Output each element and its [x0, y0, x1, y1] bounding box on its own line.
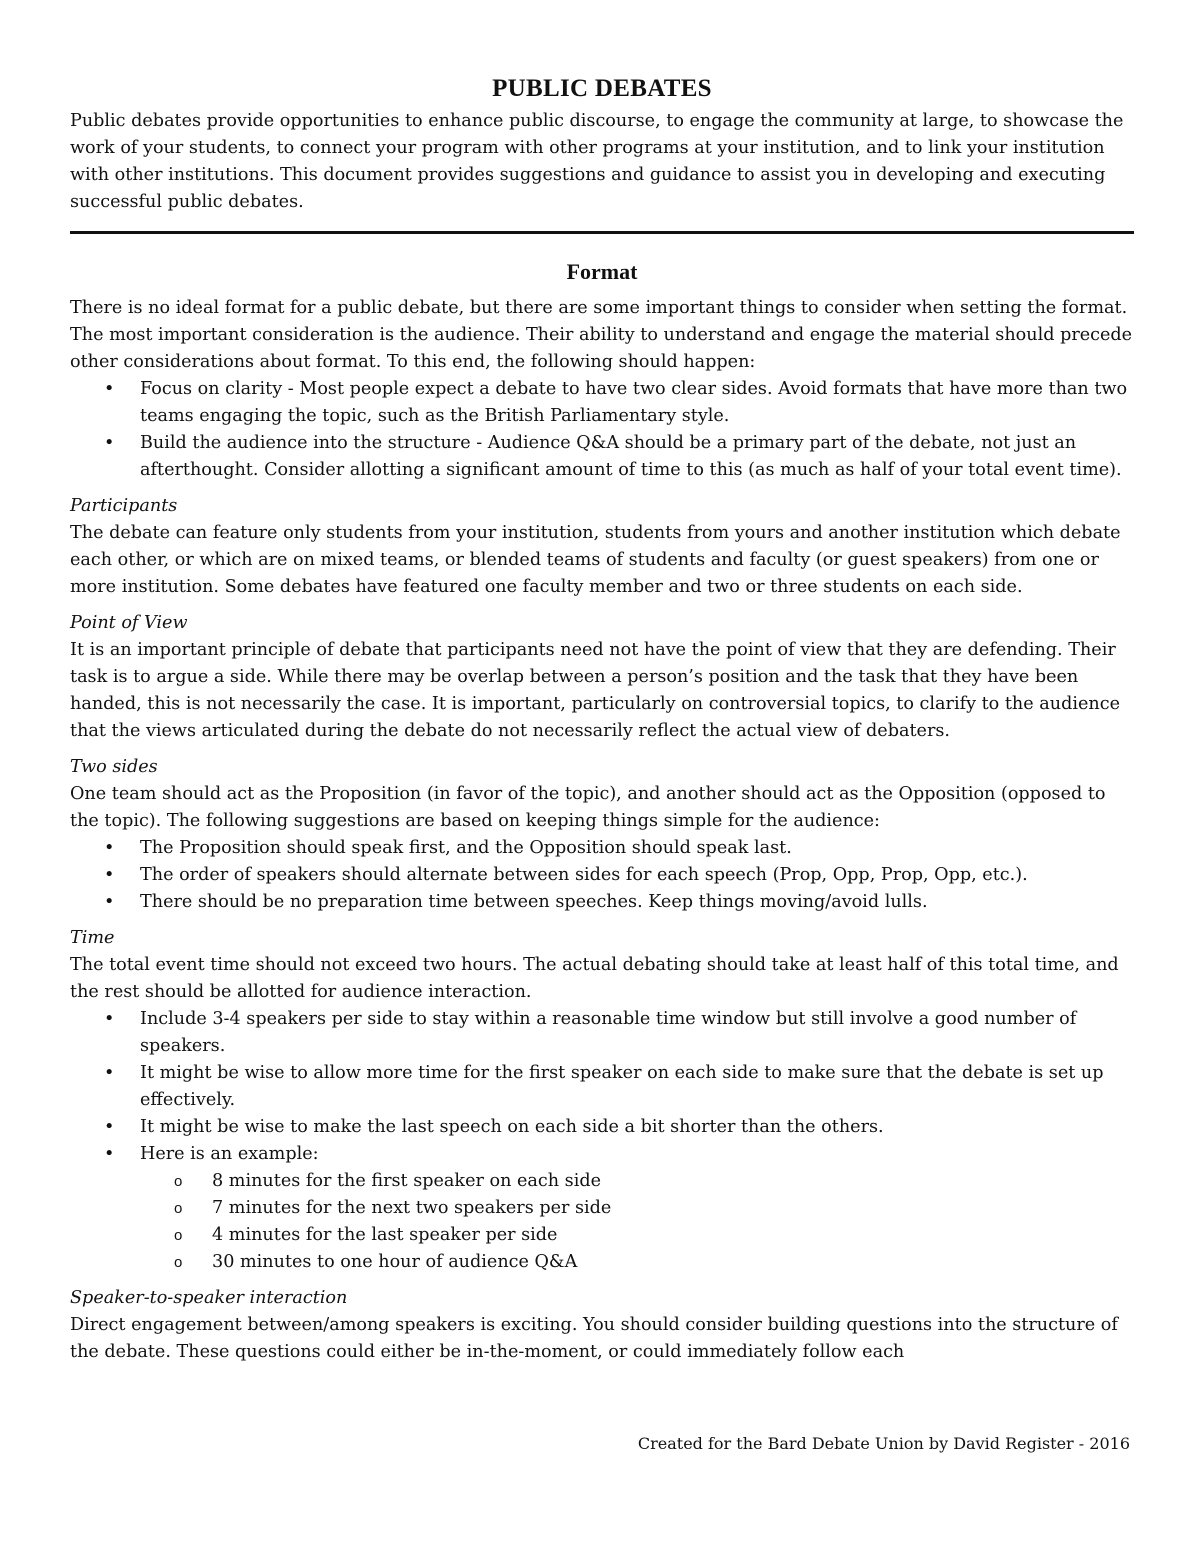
- format-intro: There is no ideal format for a public debate, but there are some important things to consider when setting the format. The most important consideration is the audience. Their ability to understand and engage the material should precede other considerations about format. To this end, the following should happen:: [70, 298, 1133, 372]
- list-item: • The order of speakers should alternate between sides for each speech (Prop, Opp, Prop, Opp, etc.).: [70, 862, 1134, 889]
- two-sides-bullet-list: [70, 835, 1134, 916]
- document-page: [70, 74, 1134, 1366]
- two-sides-heading: Two sides: [70, 757, 158, 777]
- format-bullet-list: [70, 376, 1134, 484]
- speaker-interaction-text: Direct engagement between/among speakers is exciting. You should consider building questions into the structure of the debate. These questions could either be in-the-moment, or could immediately follow each: [70, 1315, 1118, 1362]
- sub-list-item: o 4 minutes for the last speaker per side: [70, 1222, 1134, 1249]
- list-item: • It might be wise to allow more time for the first speaker on each side to make sure that the debate is set up effectively.: [70, 1060, 1134, 1114]
- point-of-view-heading: Point of View: [70, 613, 188, 633]
- point-of-view-text: It is an important principle of debate that participants need not have the point of view that they are defending. Their task is to argue a side. While there may be overlap between a person’s position and the task that they have been handed, this is not necessarily the case. It is important, particularly on controversial topics, to clarify to the audience that the views articulated during the debate do not necessarily reflect the actual view of debaters.: [70, 640, 1120, 741]
- time-heading: Time: [70, 928, 115, 948]
- time-text: The total event time should not exceed two hours. The actual debating should take at least half of this total time, and the rest should be allotted for audience interaction.: [70, 955, 1119, 1002]
- list-item: • Build the audience into the structure - Audience Q&A should be a primary part of the debate, not just an afterthought. Consider allotting a significant amount of time to this (as much as half of your total event time).: [70, 430, 1134, 484]
- two-sides-text: One team should act as the Proposition (in favor of the topic), and another should act as the Opposition (opposed to the topic). The following suggestions are based on keeping things simple for the audience:: [70, 784, 1106, 831]
- time-bullet-list: [70, 1006, 1134, 1168]
- format-heading: Format: [566, 259, 638, 284]
- sub-list-item: o 7 minutes for the next two speakers per side: [70, 1195, 1134, 1222]
- section-divider: [70, 231, 1134, 234]
- speaker-interaction-heading: Speaker-to-speaker interaction: [70, 1288, 348, 1308]
- list-item: • Include 3-4 speakers per side to stay within a reasonable time window but still involve a good number of speakers.: [70, 1006, 1134, 1060]
- participants-heading: Participants: [70, 496, 178, 516]
- list-item: • It might be wise to make the last speech on each side a bit shorter than the others.: [70, 1114, 1134, 1141]
- sub-list-item: o 8 minutes for the first speaker on each side: [70, 1168, 1134, 1195]
- sub-list-item: o 30 minutes to one hour of audience Q&A: [70, 1249, 1134, 1276]
- intro-paragraph: Public debates provide opportunities to enhance public discourse, to engage the community at large, to showcase the work of your students, to connect your program with other programs at your institution, and to link your institution with other institutions. This document provides suggestions and guidance to assist you in developing and executing successful public debates.: [70, 111, 1124, 212]
- page-footer: Created for the Bard Debate Union by David Register - 2016: [637, 1434, 1130, 1453]
- time-example-list: [70, 1168, 1134, 1276]
- list-item: • Focus on clarity - Most people expect a debate to have two clear sides. Avoid formats that have more than two teams engaging the topic, such as the British Parliamentary style.: [70, 376, 1134, 430]
- list-item: • Here is an example:: [70, 1141, 1134, 1168]
- participants-text: The debate can feature only students from your institution, students from yours and another institution which debate each other, or which are on mixed teams, or blended teams of students and faculty (or guest speakers) from one or more institution. Some debates have featured one faculty member and two or three students on each side.: [70, 523, 1121, 597]
- list-item: • There should be no preparation time between speeches. Keep things moving/avoid lulls.: [70, 889, 1134, 916]
- list-item: • The Proposition should speak first, and the Opposition should speak last.: [70, 835, 1134, 862]
- document-title: PUBLIC DEBATES: [492, 75, 712, 102]
